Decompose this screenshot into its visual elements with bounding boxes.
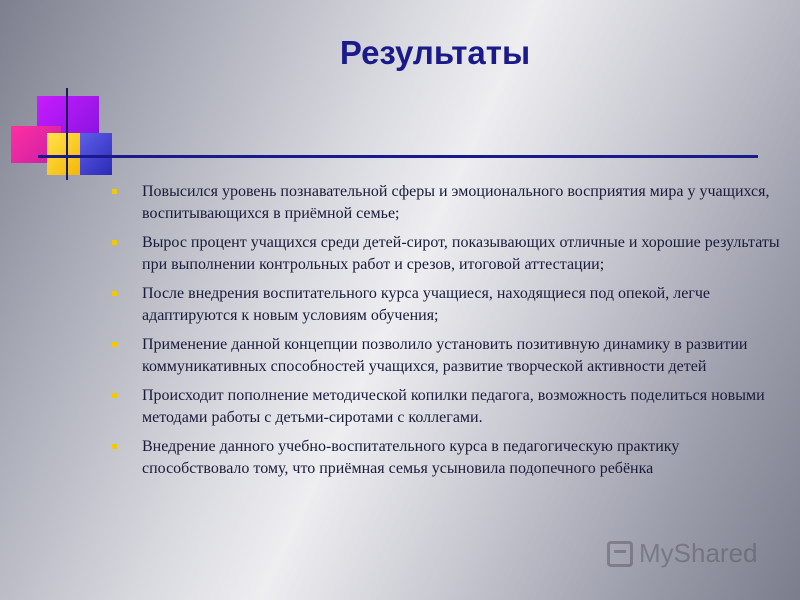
bullet-marker-icon — [112, 291, 117, 296]
bullet-text: Вырос процент учащихся среди детей-сирот, показывающих отличные и хорошие результаты при выполнении контрольных работ и срезов, итоговой аттестации; — [142, 234, 780, 273]
bullet-item — [112, 181, 782, 224]
bullet-text: Применение данной концепции позволило установить позитивную динамику в развитии коммуникативных способностей учащихся, развитие творческой активности детей — [142, 336, 748, 375]
bullet-marker-icon — [112, 393, 117, 398]
bullet-text: Повысился уровень познавательной сферы и эмоционального восприятия мира у учащихся, воспитывающихся в приёмной семье; — [142, 183, 770, 222]
presentation-board-icon — [607, 541, 633, 567]
slide-title: Результаты — [339, 34, 531, 71]
decor-square-blue — [80, 133, 112, 175]
bullet-marker-icon — [112, 444, 117, 449]
myshared-watermark — [607, 538, 758, 569]
bullet-marker-icon — [112, 189, 117, 194]
bullet-item — [112, 436, 782, 479]
bullet-text: Внедрение данного учебно-воспитательного курса в педагогическую практику способствовало тому, что приёмная семья усыновила подопечного ребёнка — [142, 438, 680, 477]
bullet-text: Происходит пополнение методической копилки педагога, возможность поделиться новыми методами работы с детьми-сиротами с коллегами. — [142, 387, 765, 426]
bullet-text: После внедрения воспитательного курса учащиеся, находящиеся под опекой, легче адаптируются к новым условиям обучения; — [142, 285, 711, 324]
bullet-item — [112, 283, 782, 326]
bullet-item — [112, 385, 782, 428]
decor-vertical-line — [66, 88, 68, 180]
bullet-marker-icon — [112, 240, 117, 245]
bullet-item — [112, 232, 782, 275]
bullet-item — [112, 334, 782, 377]
watermark-text: MyShared — [639, 538, 758, 568]
title-underline — [38, 155, 758, 158]
bullet-marker-icon — [112, 342, 117, 347]
bullet-list — [112, 181, 782, 487]
